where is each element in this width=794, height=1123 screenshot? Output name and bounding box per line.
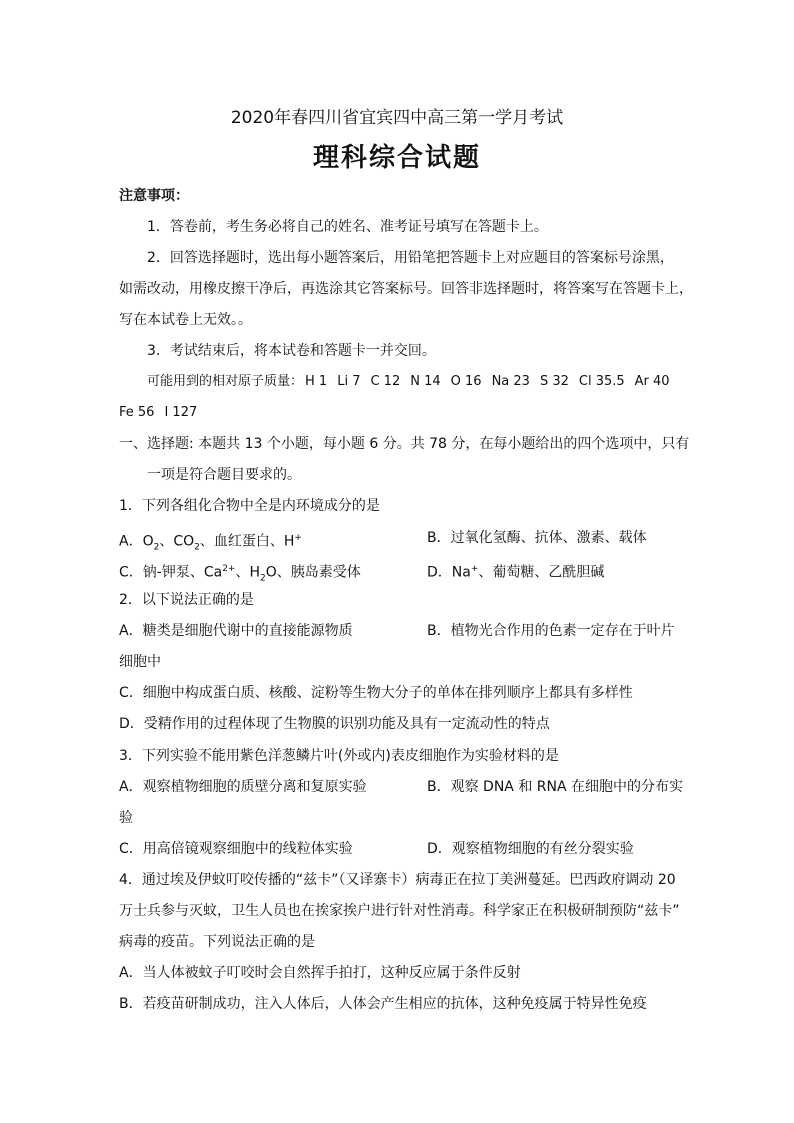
question-4-stem-line-1: 4．通过埃及伊蚊叮咬传播的“兹卡”（又译寨卡）病毒正在拉丁美洲蔓延。巴西政府调动 20	[119, 872, 676, 888]
option-c-sup: 2+	[222, 564, 236, 574]
question-4-stem-line-3: 病毒的疫苗。下列说法正确的是	[119, 934, 315, 950]
atomic-mass-s: S 32	[539, 374, 569, 389]
question-3-option-d: D．观察植物细胞的有丝分裂实验	[427, 841, 634, 857]
exam-title: 2020年春四川省宜宾四中高三第一学月考试	[230, 108, 564, 128]
question-3-stem: 3．下列实验不能用紫色洋葱鳞片叶(外或内)表皮细胞作为实验材料的是	[119, 748, 559, 764]
option-d-text-1: D．Na	[427, 564, 471, 581]
question-1-option-d	[427, 559, 604, 583]
question-2-option-d: D．受精作用的过程体现了生物膜的识别功能及具有一定流动性的特点	[119, 716, 550, 732]
question-1-option-b: B．过氧化氢酶、抗体、激素、载体	[427, 530, 647, 546]
atomic-mass-i: I 127	[164, 405, 198, 420]
option-c-text-3: O、胰岛素受体	[265, 564, 361, 581]
question-3-option-c: C．用高倍镜观察细胞中的线粒体实验	[119, 841, 353, 857]
note-item-2-line-3: 写在本试卷上无效。。	[119, 312, 252, 328]
question-4-option-b: B．若疫苗研制成功，注入人体后，人体会产生相应的抗体，这种免疫属于特异性免疫	[119, 996, 647, 1012]
notes-heading: 注意事项：	[119, 188, 189, 204]
option-d-sup: +	[470, 564, 479, 574]
question-2-stem: 2．以下说法正确的是	[119, 592, 254, 608]
atomic-mass-label: 可能用到的相对原子质量：	[147, 374, 304, 389]
question-1-stem: 1．下列各组化合物中全是内环境成分的是	[119, 498, 380, 514]
question-3-option-b-line-2: 验	[119, 810, 133, 826]
note-item-2-line-2: 如需改动，用橡皮擦干净后，再选涂其它答案标号。回答非选择题时，将答案写在答题卡上，	[119, 281, 693, 297]
question-3-option-a: A．观察植物细胞的质壁分离和复原实验	[119, 779, 367, 795]
question-2-option-c: C．细胞中构成蛋白质、核酸、淀粉等生物大分子的单体在排列顺序上都具有多样性	[119, 685, 633, 701]
atomic-mass-h: H 1	[305, 374, 328, 389]
question-4-option-a: A．当人体被蚊子叮咬时会自然挥手拍打，这种反应属于条件反射	[119, 965, 521, 981]
question-4-stem-line-2: 万士兵参与灭蚊，卫生人员也在挨家挨户进行针对性消毒。科学家正在积极研制预防“兹卡”	[119, 903, 680, 919]
atomic-mass-line-2	[119, 403, 679, 423]
option-c-sub: 2	[260, 573, 266, 584]
atomic-mass-c: C 12	[370, 374, 401, 389]
option-c-text-1: C．钠-钾泵、Ca	[119, 564, 223, 581]
option-a-text-1: A．O	[119, 533, 154, 550]
section-1-intro-line-1: 一、选择题: 本题共 13 个小题，每小题 6 分。共 78 分，在每小题给出的四个选项中，只有	[119, 436, 690, 452]
option-c-text-2: 、H	[235, 564, 260, 581]
question-2-option-b-line-1: B．植物光合作用的色素一定存在于叶片	[427, 623, 675, 639]
subject-title: 理科综合试题	[312, 143, 481, 173]
note-item-1: 1．答卷前，考生务必将自己的姓名、准考证号填写在答题卡上。	[147, 219, 548, 235]
option-a-sub-1: 2	[153, 542, 160, 553]
option-a-text-3: 、血红蛋白、H	[199, 533, 295, 550]
atomic-mass-li: Li 7	[337, 374, 361, 389]
atomic-mass-o: O 16	[450, 374, 482, 389]
atomic-mass-na: Na 23	[491, 374, 530, 389]
note-item-3: 3．考试结束后，将本试卷和答题卡一并交回。	[147, 343, 436, 359]
option-a-sub-2: 2	[194, 542, 200, 553]
atomic-mass-cl: Cl 35.5	[578, 374, 625, 389]
option-a-sup: +	[294, 533, 302, 543]
atomic-mass-line-1	[147, 372, 707, 392]
question-3-option-b-line-1: B．观察 DNA 和 RNA 在细胞中的分布实	[427, 779, 684, 795]
option-a-text-2: 、CO	[159, 533, 195, 550]
atomic-mass-n: N 14	[410, 374, 441, 389]
note-item-2-line-1: 2．回答选择题时，选出每小题答案后，用铅笔把答题卡上对应题目的答案标号涂黑，	[147, 250, 674, 266]
question-1-option-c	[119, 559, 419, 588]
option-d-text-2: 、葡萄糖、乙酰胆碱	[478, 564, 605, 581]
question-2-option-a: A．糖类是细胞代谢中的直接能源物质	[119, 623, 353, 639]
atomic-mass-fe: Fe 56	[119, 405, 155, 420]
atomic-mass-ar: Ar 40	[634, 374, 670, 389]
section-1-intro-line-2: 一项是符合题目要求的。	[147, 467, 301, 483]
question-2-option-b-line-2: 细胞中	[119, 654, 161, 670]
question-1-option-a	[119, 528, 419, 557]
